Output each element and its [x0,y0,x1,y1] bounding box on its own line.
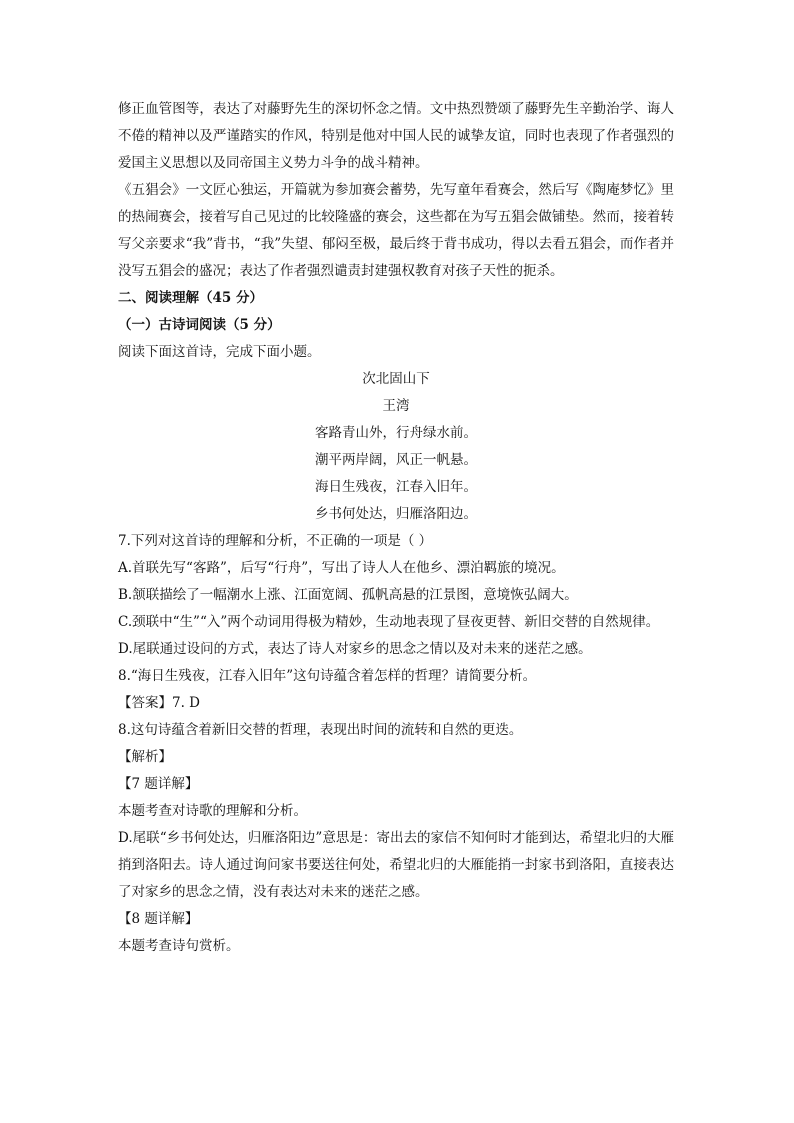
question-7-option-d: D.尾联通过设问的方式，表达了诗人对家乡的思念之情以及对未来的迷茫之感。 [118,641,592,657]
answer-line: 【答案】7. D [118,695,200,711]
paragraph-tengye-summary: 修正血管图等，表达了对藤野先生的深切怀念之情。文中热烈赞颂了藤野先生辛勤治学、诲人不倦的精神以及严谨踏实的作风，特别是他对中国人民的诚挚友谊，同时也表现了作者强烈的爱国主义思想以及同帝国主义势力斗争的战斗精神。 [118,101,674,171]
question-7-option-b: B.颔联描绘了一幅潮水上涨、江面宽阔、孤帆高悬的江景图，意境恢弘阔大。 [118,587,578,603]
poem-line: 海日生残夜，江春入旧年。 [315,479,477,495]
instruction-text: 阅读下面这首诗，完成下面小题。 [118,344,321,360]
poem [118,366,674,528]
poem-line: 潮平两岸阔，风正一帆悬。 [315,452,477,468]
poem-line: 客路青山外，行舟绿水前。 [315,425,477,441]
question-7-option-c: C.颈联中“生”“入”两个动词用得极为精妙，生动地表现了昼夜更替、新旧交替的自然规律。 [118,614,660,630]
document-content [118,96,674,960]
analysis-q7-heading: 【7 题详解】 [118,776,199,792]
question-7-stem: 7.下列对这首诗的理解和分析，不正确的一项是（ ） [118,533,433,549]
analysis-q8-heading: 【8 题详解】 [118,911,199,927]
analysis-q7-intro: 本题考查对诗歌的理解和分析。 [118,803,307,819]
analysis-q7-detail: D.尾联“乡书何处达，归雁洛阳边”意思是：寄出去的家信不知何时才能到达，希望北归的大雁捎到洛阳去。诗人通过询问家书要送往何处，希望北归的大雁能捎一封家书到洛阳，直接表达了对家乡的思念之情，没有表达对未来的迷茫之感。 [118,830,674,900]
poem-author: 王湾 [382,398,410,414]
question-7-option-a: A.首联先写“客路”，后写“行舟”，写出了诗人人在他乡、漂泊羁旅的境况。 [118,560,565,576]
analysis-heading: 【解析】 [118,749,172,765]
subsection-heading-poetry: （一）古诗词阅读（5 分） [118,317,281,333]
poem-line: 乡书何处达，归雁洛阳边。 [315,506,477,522]
paragraph-wuchanghui-summary: 《五猖会》一文匠心独运，开篇就为参加赛会蓄势，先写童年看赛会，然后写《陶庵梦忆》里的热闹赛会，接着写自己见过的比较隆盛的赛会，这些都在为写五猖会做铺垫。然而，接着转写父亲要求“我”背书，“我”失望、郁闷至极，最后终于背书成功，得以去看五猖会，而作者并没写五猖会的盛况；表达了作者强烈谴责封建强权教育对孩子天性的扼杀。 [118,182,674,279]
answer-q8: 8.这句诗蕴含着新旧交替的哲理，表现出时间的流转和自然的更迭。 [118,722,523,738]
analysis-q8-intro: 本题考查诗句赏析。 [118,938,240,954]
section-heading-reading: 二、阅读理解（45 分） [118,290,263,306]
poem-title: 次北固山下 [362,371,430,387]
question-8-stem: 8.“海日生残夜，江春入旧年”这句诗蕴含着怎样的哲理？请简要分析。 [118,668,537,684]
